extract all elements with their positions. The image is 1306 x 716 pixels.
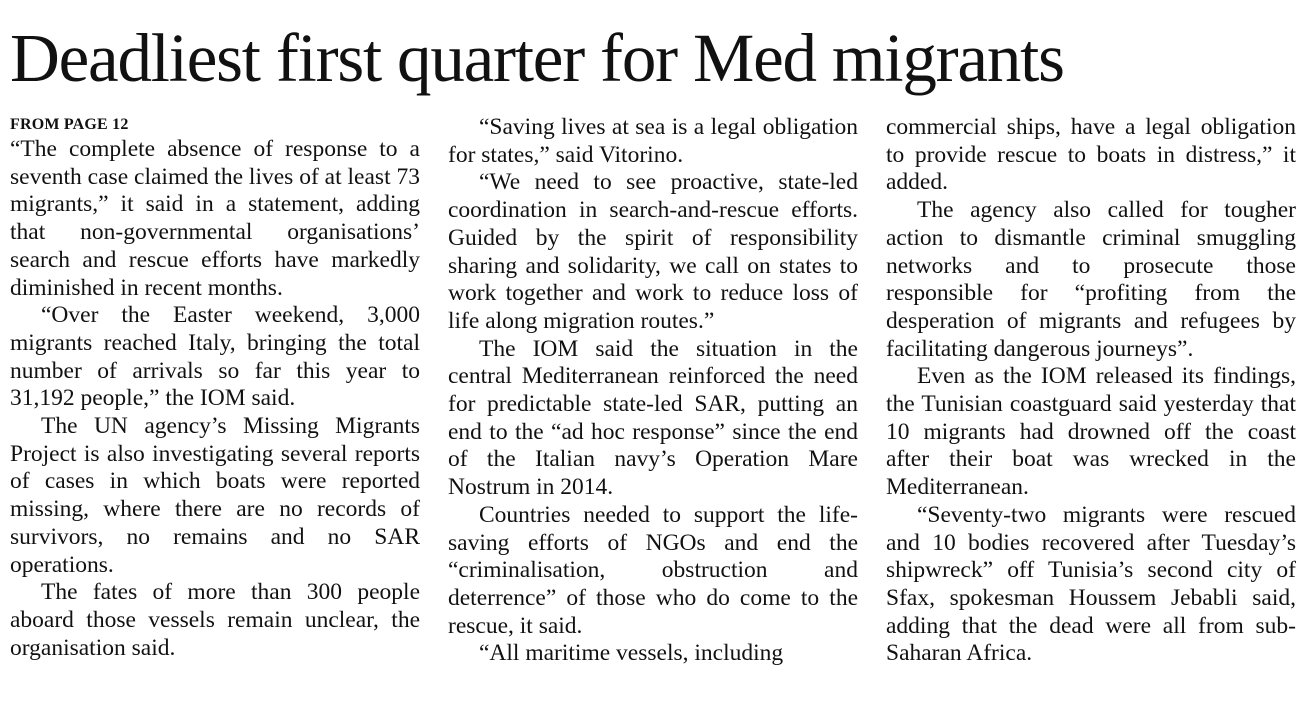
article-paragraph: commercial ships, have a legal obligation to provide rescue to boats in distress,” it added.	[886, 114, 1296, 196]
article-paragraph: The UN agency’s Missing Migrants Project is also investigating several reports of cases in which boats were reported missing, where there are no records of survivors, no remains and no SAR operations.	[10, 413, 420, 578]
article-column-2	[448, 114, 858, 668]
article-paragraph: Even as the IOM released its findings, the Tunisian coastguard said yesterday that 10 migrants had drowned off the coast after their boat was wrecked in the Mediterranean.	[886, 363, 1296, 501]
article-column-1	[10, 114, 420, 662]
article-headline: Deadliest first quarter for Med migrants	[10, 20, 1064, 96]
article-paragraph: “Over the Easter weekend, 3,000 migrants reached Italy, bringing the total number of arrivals so far this year to 31,192 people,” the IOM said.	[10, 302, 420, 412]
article-paragraph: The agency also called for tougher action to dismantle criminal smuggling networks and to prosecute those responsible for “profiting from the desperation of migrants and refugees by facilitating dangerous journeys”.	[886, 197, 1296, 362]
article-paragraph: “Saving lives at sea is a legal obligation for states,” said Vitorino.	[448, 114, 858, 168]
continuation-kicker: FROM PAGE 12	[10, 116, 129, 133]
article-paragraph: The fates of more than 300 people aboard those vessels remain unclear, the organisation said.	[10, 579, 420, 661]
article-paragraph: The IOM said the situation in the central Mediterranean reinforced the need for predictable state-led SAR, putting an end to the “ad hoc response” since the end of the Italian navy’s Operation Mare Nostrum in 2014.	[448, 335, 858, 501]
article-paragraph: “All maritime vessels, including	[479, 640, 784, 667]
article-paragraph: “We need to see proactive, state-led coordination in search-and-rescue efforts. Guided by the spirit of responsibility sharing and solidarity, we call on states to work together and work to reduce loss of life along migration routes.”	[448, 169, 858, 334]
article-column-3	[886, 114, 1296, 668]
article-paragraph: “Seventy-two migrants were rescued and 10 bodies recovered after Tuesday’s shipwreck” off Tunisia’s second city of Sfax, spokesman Houssem Jebabli said, adding that the dead were all from sub-Saharan Africa.	[886, 501, 1296, 667]
article-paragraph: Countries needed to support the life-saving efforts of NGOs and end the “criminalisation, obstruction and deterrence” of those who do come to the rescue, it said.	[448, 501, 858, 639]
article-paragraph: “The complete absence of response to a seventh case claimed the lives of at least 73 migrants,” it said in a statement, adding that non-governmental organisations’ search and rescue efforts have markedly diminished in recent months.	[10, 136, 420, 301]
